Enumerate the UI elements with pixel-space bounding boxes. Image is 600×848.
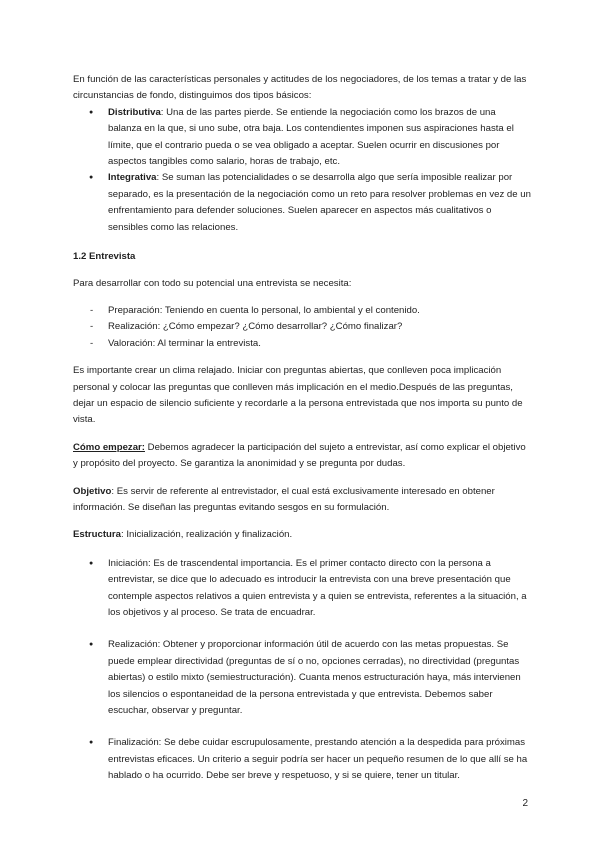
item-text: : Se suman las potencialidades o se desarrolla algo que sería imposible realizar por separado, es la presentación de la negociación como un reto para resolver problemas en vez de un enfrentamiento para defender soluciones. Suelen aparecer en aspectos más cualitativos o sensibles como las relaciones. bbox=[108, 172, 531, 233]
list-item: ● Realización: Obtener y proporcionar información útil de acuerdo con las metas propuestas. Se puede emplear directividad (preguntas de sí o no, opciones cerradas), no directividad (preguntas abiertas) o estilo mixto (semiestructuración). Cuanta menos estructuración haya, más intervienen los silencios o espontaneidad de la persona entrevistada y que entrevista. Debemos saber escuchar, observar y preguntar. bbox=[73, 637, 531, 719]
term: Estructura bbox=[73, 529, 121, 541]
term: Distributiva bbox=[108, 106, 161, 118]
intro-paragraph: En función de las características personales y actitudes de los negociadores, de los temas a tratar y de las circunstancias de fondo, distinguimos dos tipos básicos: bbox=[73, 74, 527, 102]
como-empezar-paragraph bbox=[73, 440, 531, 473]
fases-list bbox=[73, 303, 531, 352]
item-text: : Una de las partes pierde. Se entiende la negociación como los brazos de una balanza en la que, si uno sube, otra baja. Los contendientes imponen sus aspiraciones hasta el límite, que el contrario pueda o se vea obligado a aceptar. Suelen ocurrir en discusiones por aspectos tangibles como salario, horas de trabajo, etc. bbox=[108, 106, 514, 168]
list-item: - Preparación: Teniendo en cuenta lo personal, lo ambiental y el contenido. bbox=[73, 303, 531, 319]
term: Cómo empezar: bbox=[73, 441, 145, 453]
list-item bbox=[73, 105, 531, 171]
objetivo-paragraph bbox=[73, 484, 531, 517]
term: Integrativa bbox=[108, 172, 157, 184]
list-item: - Realización: ¿Cómo empezar? ¿Cómo desarrollar? ¿Cómo finalizar? bbox=[73, 319, 531, 335]
paragraph-text: : Es servir de referente al entrevistador, el cual está exclusivamente interesado en obtener información. Se diseñan las preguntas evitando sesgos en su formulación. bbox=[73, 485, 495, 513]
estructura-list bbox=[73, 556, 531, 785]
list-item: ● Finalización: Se debe cuidar escrupulosamente, prestando atención a la despedida para próximas entrevistas eficaces. Un criterio a seguir podría ser hacer un pequeño resumen de lo que allí se ha hablado o ha ocurrido. Debe ser breve y respetuoso, y si se quiere, tener un titular. bbox=[73, 735, 531, 784]
list-item: ● Iniciación: Es de trascendental importancia. Es el primer contacto directo con la persona a entrevistar, se dice que lo adecuado es introducir la entrevista con una breve presentación que contemple aspectos relativos a quien entrevista y a quien se entrevista, referentes a la situación, a los objetivos y al proceso. Se trata de encuadrar. bbox=[73, 556, 531, 622]
list-item bbox=[73, 170, 531, 236]
term: Objetivo bbox=[73, 485, 112, 497]
paragraph-text: Debemos agradecer la participación del sujeto a entrevistar, así como explicar el objetivo y propósito del proyecto. Se garantiza la anonimidad y se pregunta por dudas. bbox=[73, 441, 526, 470]
list-item: - Valoración: Al terminar la entrevista. bbox=[73, 336, 531, 352]
clima-paragraph: Es importante crear un clima relajado. Iniciar con preguntas abiertas, que conlleven poca implicación personal y colocar las preguntas que conlleven más implicación en el medio.Después de las preguntas, dejar un espacio de silencio suficiente y recordarle a la persona entrevistada que nos importa su punto de vista. bbox=[73, 365, 523, 426]
page-number: 2 bbox=[522, 798, 528, 809]
para-desarrollar: Para desarrollar con todo su potencial una entrevista se necesita: bbox=[73, 278, 352, 290]
paragraph-text: : Inicialización, realización y finalización. bbox=[120, 529, 293, 541]
section-heading: 1.2 Entrevista bbox=[73, 251, 136, 263]
tipos-list bbox=[73, 105, 531, 236]
estructura-paragraph bbox=[73, 527, 531, 543]
document-page bbox=[73, 72, 531, 785]
